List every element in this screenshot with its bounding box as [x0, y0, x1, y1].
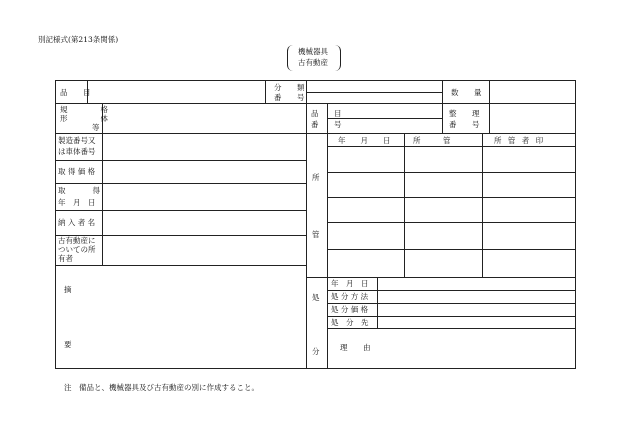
disposal-reason-label: 理 由: [340, 343, 375, 352]
supplier-label: 納 入 者 名: [58, 218, 96, 227]
class-label-2: 番 号: [274, 93, 309, 102]
serial-label-2: 番 号: [449, 120, 484, 129]
spec-label-1: 規 格: [60, 105, 114, 114]
serial-label-1: 整 理: [449, 109, 484, 118]
disposal-row-date: 年 月 日: [331, 279, 369, 288]
acquire-date-label-2: 年 月 日: [58, 198, 96, 207]
form-label: 別記様式(第213条関係): [38, 35, 119, 44]
disposal-side-1: 処: [312, 293, 320, 302]
remarks-label-1: 摘: [64, 285, 72, 294]
spec-label-2: 形 体: [60, 114, 114, 123]
class-label-1: 分 類: [274, 83, 309, 92]
disposal-row-method: 処 分 方 法: [331, 292, 369, 301]
remarks-label-2: 要: [64, 340, 72, 349]
spec-label-3: 等: [92, 123, 100, 132]
disposal-row-price: 処 分 価 格: [331, 305, 369, 314]
quantity-field[interactable]: [490, 81, 575, 102]
quantity-label: 数 量: [451, 88, 486, 97]
previous-owner-label-2: ついての所: [58, 245, 96, 254]
item-name-label: 品 目: [60, 88, 95, 97]
custody-header-seal: 所 管 者 印: [494, 136, 546, 145]
previous-owner-label-3: 有者: [58, 254, 73, 263]
item-number-label-1: 品 目: [311, 109, 346, 118]
custody-header-date: 年 月 日: [338, 136, 391, 145]
manufacture-no-label-1: 製造番号又: [58, 136, 96, 145]
footnote: 注 備品と、機械器具及び古有動産の別に作成すること。: [64, 383, 259, 392]
custody-header-dept: 所 管: [413, 136, 451, 145]
custody-side-1: 所: [312, 173, 320, 182]
manufacture-no-label-2: は車体番号: [58, 147, 96, 156]
title-line-2: 古有動産: [298, 58, 328, 67]
item-number-label-2: 番 号: [311, 120, 346, 129]
custody-side-2: 管: [312, 230, 320, 239]
title-line-1: 機械器具: [298, 47, 328, 56]
acquire-price-label: 取 得 価 格: [58, 167, 96, 176]
acquire-date-label-1: 取 得: [58, 186, 104, 195]
item-name-field[interactable]: [88, 81, 264, 102]
disposal-row-destination: 処 分 先: [331, 318, 369, 327]
disposal-side-2: 分: [312, 347, 320, 356]
previous-owner-label-1: 古有動産に: [58, 236, 96, 245]
